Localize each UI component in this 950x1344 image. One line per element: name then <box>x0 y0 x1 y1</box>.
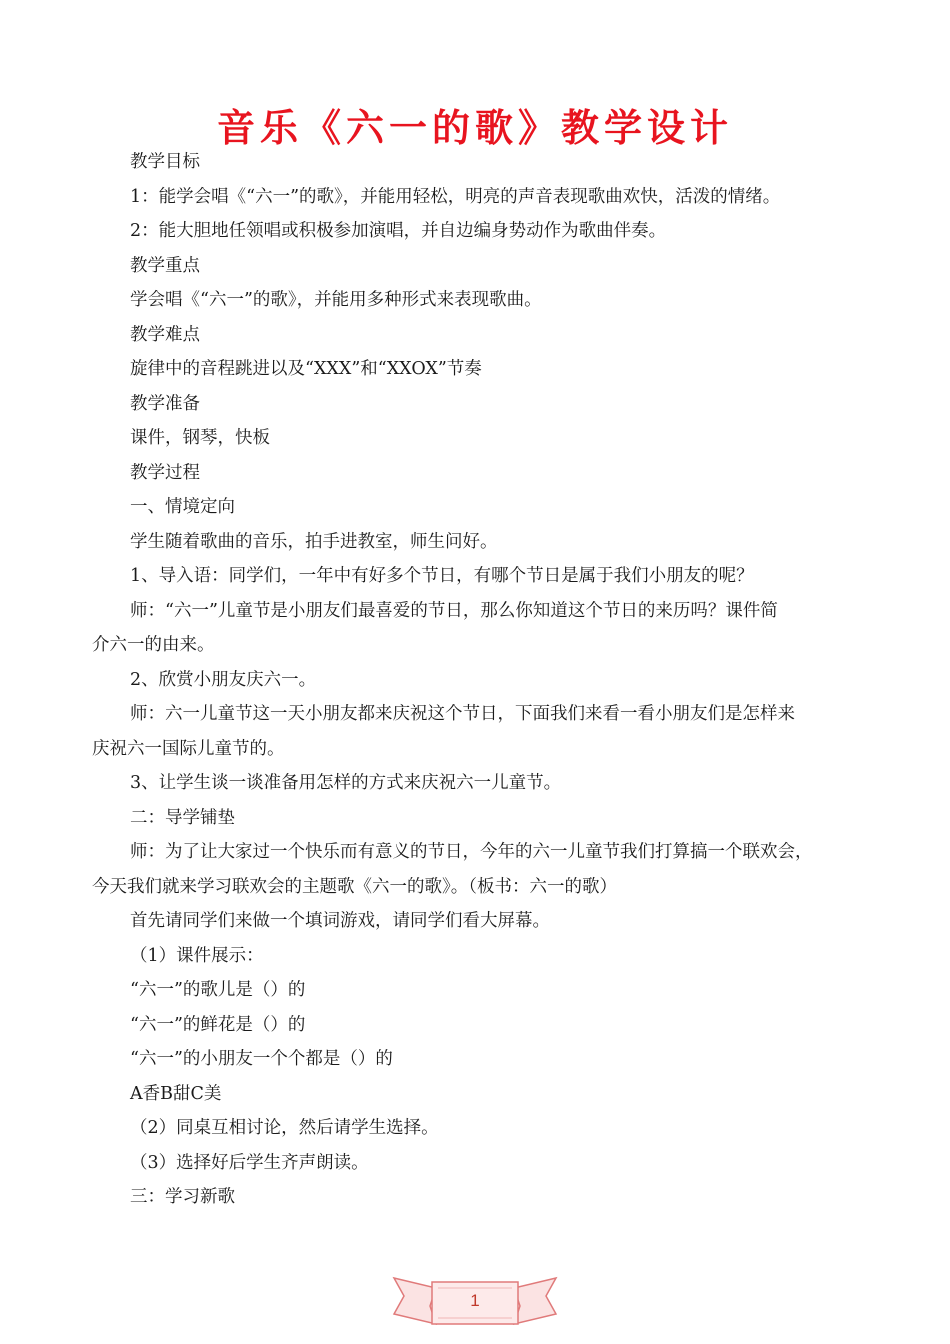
document-title: 音乐《六一的歌》教学设计 <box>216 106 733 150</box>
paragraph-line: 师：六一儿童节这一天小朋友都来庆祝这个节日，下面我们来看一看小朋友们是怎样来 <box>130 704 795 724</box>
paragraph-line: 课件，钢琴，快板 <box>130 428 270 448</box>
paragraph-line: 学会唱《“六一”的歌》，并能用多种形式来表现歌曲。 <box>130 290 542 310</box>
section-heading-difficulties: 教学难点 <box>130 325 200 345</box>
paragraph-line: “六一”的鲜花是（）的 <box>130 1015 306 1035</box>
paragraph-line: （1）课件展示： <box>130 946 264 966</box>
paragraph-line: 二：导学铺垫 <box>130 808 235 828</box>
paragraph-line: “六一”的歌儿是（）的 <box>130 980 306 1000</box>
section-heading-objectives: 教学目标 <box>130 152 200 172</box>
paragraph-line: 庆祝六一国际儿童节的。 <box>92 739 285 759</box>
section-heading-process: 教学过程 <box>130 463 200 483</box>
paragraph-line: 今天我们就来学习联欢会的主题歌《六一的歌》。（板书：六一的歌） <box>92 877 617 897</box>
paragraph-line: 师：为了让大家过一个快乐而有意义的节日，今年的六一儿童节我们打算搞一个联欢会， <box>130 842 813 862</box>
paragraph-line: （3）选择好后学生齐声朗读。 <box>130 1153 369 1173</box>
paragraph-line: “六一”的小朋友一个个都是（）的 <box>130 1049 393 1069</box>
section-heading-key-points: 教学重点 <box>130 256 200 276</box>
paragraph-line: 2：能大胆地任领唱或积极参加演唱，并自边编身势动作为歌曲伴奏。 <box>130 221 667 241</box>
paragraph-line: 一、情境定向 <box>130 497 235 517</box>
paragraph-line: 旋律中的音程跳进以及“XXX”和“XXOX”节奏 <box>130 359 482 379</box>
paragraph-line: A香B甜C美 <box>130 1084 222 1104</box>
paragraph-line: 3、让学生谈一谈准备用怎样的方式来庆祝六一儿童节。 <box>130 773 562 793</box>
paragraph-line: 师：“六一”儿童节是小朋友们最喜爱的节日，那么你知道这个节日的来历吗？课件简 <box>130 601 778 621</box>
section-heading-preparation: 教学准备 <box>130 394 200 414</box>
page-number: 1 <box>470 1291 480 1310</box>
paragraph-line: 1：能学会唱《“六一”的歌》，并能用轻松，明亮的声音表现歌曲欢快，活泼的情绪。 <box>130 187 781 207</box>
paragraph-line: 1、导入语：同学们，一年中有好多个节日，有哪个节日是属于我们小朋友的呢？ <box>130 566 754 586</box>
paragraph-line: 三：学习新歌 <box>130 1187 235 1207</box>
paragraph-line: 首先请同学们来做一个填词游戏，请同学们看大屏幕。 <box>130 911 550 931</box>
paragraph-line: 介六一的由来。 <box>92 635 215 655</box>
paragraph-line: （2）同桌互相讨论，然后请学生选择。 <box>130 1118 439 1138</box>
paragraph-line: 学生随着歌曲的音乐，拍手进教室，师生问好。 <box>130 532 498 552</box>
paragraph-line: 2、欣赏小朋友庆六一。 <box>130 670 317 690</box>
